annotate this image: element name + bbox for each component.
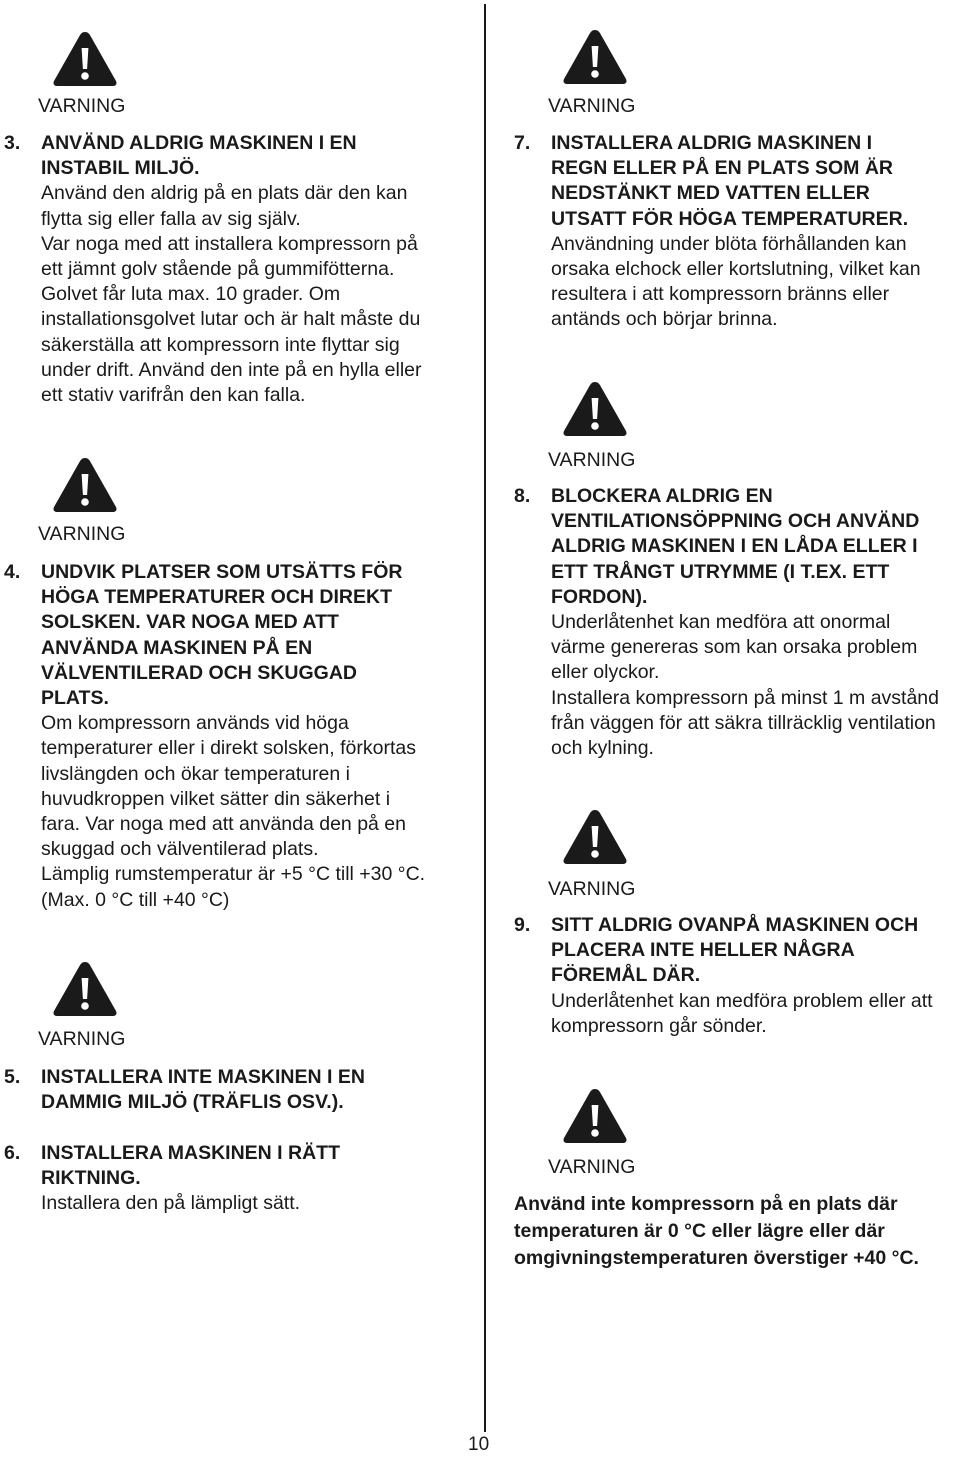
section-text: Underlåtenhet kan medföra problem eller att kompressorn går sönder. — [551, 989, 933, 1037]
warning-label: VARNING — [38, 95, 126, 117]
section-text: Om kompressorn används vid höga temperaturer eller i direkt solsken, förkortas livslängden och ökar temperaturen i huvudkroppen vilket sätter din säkerhet i fara. Var noga med att använda den på en skuggad och välventilerad plats. Lämplig rumstemperatur är +5 °C till +30 °C. (Max. 0 °C till +40 °C) — [41, 712, 426, 911]
section-text: Använd den aldrig på en plats där den kan flytta sig eller falla av sig själv. Var noga med att installera kompressorn på ett jämnt golv stående på gummifötterna. Golvet får luta max. 10 grader. Om installationsgolvet lutar och är halt måste du säkerställa att kompressorn inte flyttar sig under drift. Använd den inte på en hylla eller ett stativ varifrån den kan falla. — [41, 182, 422, 407]
warning-triangle-icon — [562, 380, 628, 438]
section-heading: INSTALLERA MASKINEN I RÄTT RIKTNING. — [41, 1142, 340, 1190]
section-text: Användning under blöta förhållanden kan orsaka elchock eller kortslutning, vilket kan resultera i att kompressorn bränns eller antänds och börjar brinna. — [551, 232, 921, 331]
warning-triangle-icon — [562, 808, 628, 866]
section-heading: INSTALLERA INTE MASKINEN I EN DAMMIG MILJÖ (TRÄFLIS OSV.). — [41, 1066, 365, 1114]
section-heading: SITT ALDRIG OVANPÅ MASKINEN OCH PLACERA INTE HELLER NÅGRA FÖREMÅL DÄR. — [551, 914, 919, 987]
warning-label: VARNING — [38, 523, 126, 545]
section-number: 6. — [4, 1142, 21, 1164]
warning-label: VARNING — [548, 1156, 636, 1178]
column-divider — [484, 4, 486, 1432]
section-text: Underlåtenhet kan medföra att onormal värme genereras som kan orsaka problem eller olyckor. Installera kompressorn på minst 1 m avstånd från väggen för att säkra tillräcklig ventilation och kylning. — [551, 611, 940, 760]
section-text: Installera den på lämpligt sätt. — [41, 1192, 301, 1215]
section-heading: ANVÄND ALDRIG MASKINEN I EN INSTABIL MILJÖ. — [41, 132, 357, 180]
warning-label: VARNING — [38, 1028, 126, 1050]
section-heading: BLOCKERA ALDRIG EN VENTILATIONSÖPPNING OCH ANVÄND ALDRIG MASKINEN I EN LÅDA ELLER I ETT TRÅNGT UTRYMME (I T.EX. ETT FORDON). — [551, 485, 920, 608]
section-number: 7. — [514, 132, 531, 154]
section-number: 3. — [4, 132, 21, 154]
section-number: 5. — [4, 1066, 21, 1088]
warning-triangle-icon — [52, 960, 118, 1018]
warning-triangle-icon — [52, 30, 118, 88]
section-heading: INSTALLERA ALDRIG MASKINEN I REGN ELLER PÅ EN PLATS SOM ÄR NEDSTÄNKT MED VATTEN ELLER UTSATT FÖR HÖGA TEMPERATURER. — [551, 132, 909, 230]
warning-triangle-icon — [52, 456, 118, 514]
page-number: 10 — [468, 1434, 490, 1455]
section-number: 9. — [514, 914, 531, 936]
section-heading: UNDVIK PLATSER SOM UTSÄTTS FÖR HÖGA TEMPERATURER OCH DIREKT SOLSKEN. VAR NOGA MED ATT ANVÄNDA MASKINEN PÅ EN VÄLVENTILERAD OCH SKUGGAD PLATS. — [41, 561, 403, 710]
section-number: 4. — [4, 561, 21, 583]
warning-label: VARNING — [548, 449, 636, 471]
warning-label: VARNING — [548, 878, 636, 900]
final-note: Använd inte kompressorn på en plats där temperaturen är 0 °C eller lägre eller där omgivningstemperaturen överstiger +40 °C. — [514, 1193, 919, 1269]
warning-triangle-icon — [562, 28, 628, 86]
section-number: 8. — [514, 485, 531, 507]
warning-label: VARNING — [548, 95, 636, 117]
warning-triangle-icon — [562, 1087, 628, 1145]
